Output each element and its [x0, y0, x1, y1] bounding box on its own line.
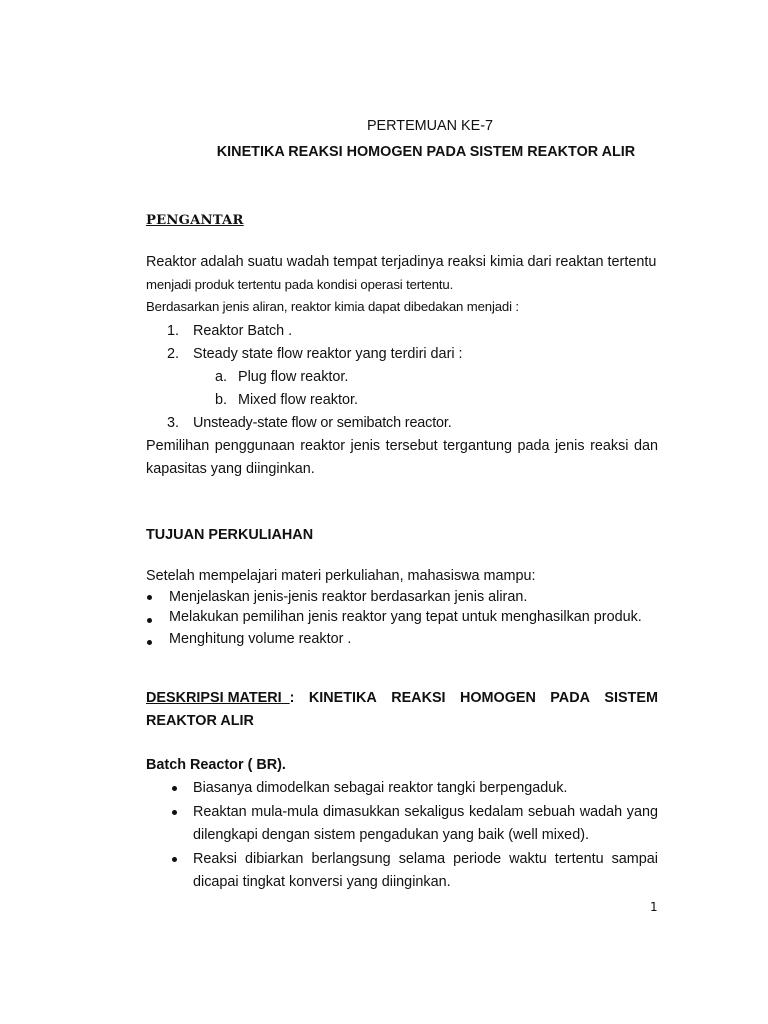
list-item: Unsteady-state flow or semibatch reactor.: [193, 415, 452, 431]
subsection-heading-batch: Batch Reactor ( BR).: [146, 757, 286, 773]
title-word: SISTEM: [604, 690, 658, 706]
list-item: Reaksi dibiarkan berlangsung selama periode waktu tertentu sampai: [193, 851, 658, 867]
section-heading-tujuan: TUJUAN PERKULIAHAN: [146, 527, 314, 543]
list-letter: a.: [215, 369, 228, 385]
bullet-icon: [172, 786, 177, 791]
meeting-label: PERTEMUAN KE-7: [366, 118, 494, 134]
title-word: KINETIKA: [308, 690, 377, 706]
list-number: 1.: [167, 323, 180, 339]
list-number: 3.: [167, 415, 180, 431]
paragraph-line: Berdasarkan jenis aliran, reaktor kimia dapat dibedakan menjadi :: [146, 299, 519, 314]
list-item: Plug flow reaktor.: [238, 369, 349, 385]
bullet-icon: [147, 640, 152, 645]
title-word: PADA: [550, 690, 590, 706]
paragraph-line: Reaktor adalah suatu wadah tempat terjadinya reaksi kimia dari reaktan tertentu: [146, 254, 657, 270]
list-item: Melakukan pemilihan jenis reaktor yang tepat untuk menghasilkan produk.: [169, 609, 642, 625]
list-item: Biasanya dimodelkan sebagai reaktor tangki berpengaduk.: [193, 780, 568, 796]
paragraph-line: Pemilihan penggunaan reaktor jenis tersebut tergantung pada jenis reaksi dan: [146, 438, 658, 454]
list-item: Reaktan mula-mula dimasukkan sekaligus kedalam sebuah wadah yang: [193, 804, 658, 820]
title-word: HOMOGEN: [459, 690, 536, 706]
paragraph-line: kapasitas yang diinginkan.: [146, 461, 315, 477]
list-item: Mixed flow reaktor.: [238, 392, 358, 408]
description-heading-line2: REAKTOR ALIR: [146, 713, 254, 729]
title-word: REAKSI: [391, 690, 446, 706]
bullet-icon: [147, 618, 152, 623]
list-item: Menghitung volume reaktor .: [169, 631, 352, 647]
bullet-icon: [147, 595, 152, 600]
document-title: KINETIKA REAKSI HOMOGEN PADA SISTEM REAKTOR ALIR: [216, 144, 636, 160]
list-item: Reaktor Batch .: [193, 323, 293, 339]
list-item: Steady state flow reaktor yang terdiri dari :: [193, 346, 463, 362]
page-number: 1: [650, 900, 658, 914]
bullet-icon: [172, 810, 177, 815]
bullet-icon: [172, 857, 177, 862]
section-heading-pengantar: PENGANTAR: [146, 213, 244, 228]
description-label: DESKRIPSI MATERI :: [146, 690, 295, 706]
list-letter: b.: [215, 392, 228, 408]
paragraph-line: menjadi produk tertentu pada kondisi operasi tertentu.: [146, 277, 454, 292]
description-heading: [146, 689, 658, 707]
list-item: Menjelaskan jenis-jenis reaktor berdasarkan jenis aliran.: [169, 589, 528, 605]
list-number: 2.: [167, 346, 180, 362]
list-item-continuation: dilengkapi dengan sistem pengadukan yang baik (well mixed).: [193, 827, 589, 843]
paragraph-line: Setelah mempelajari materi perkuliahan, mahasiswa mampu:: [146, 568, 536, 584]
list-item-continuation: dicapai tingkat konversi yang diinginkan.: [193, 874, 451, 890]
